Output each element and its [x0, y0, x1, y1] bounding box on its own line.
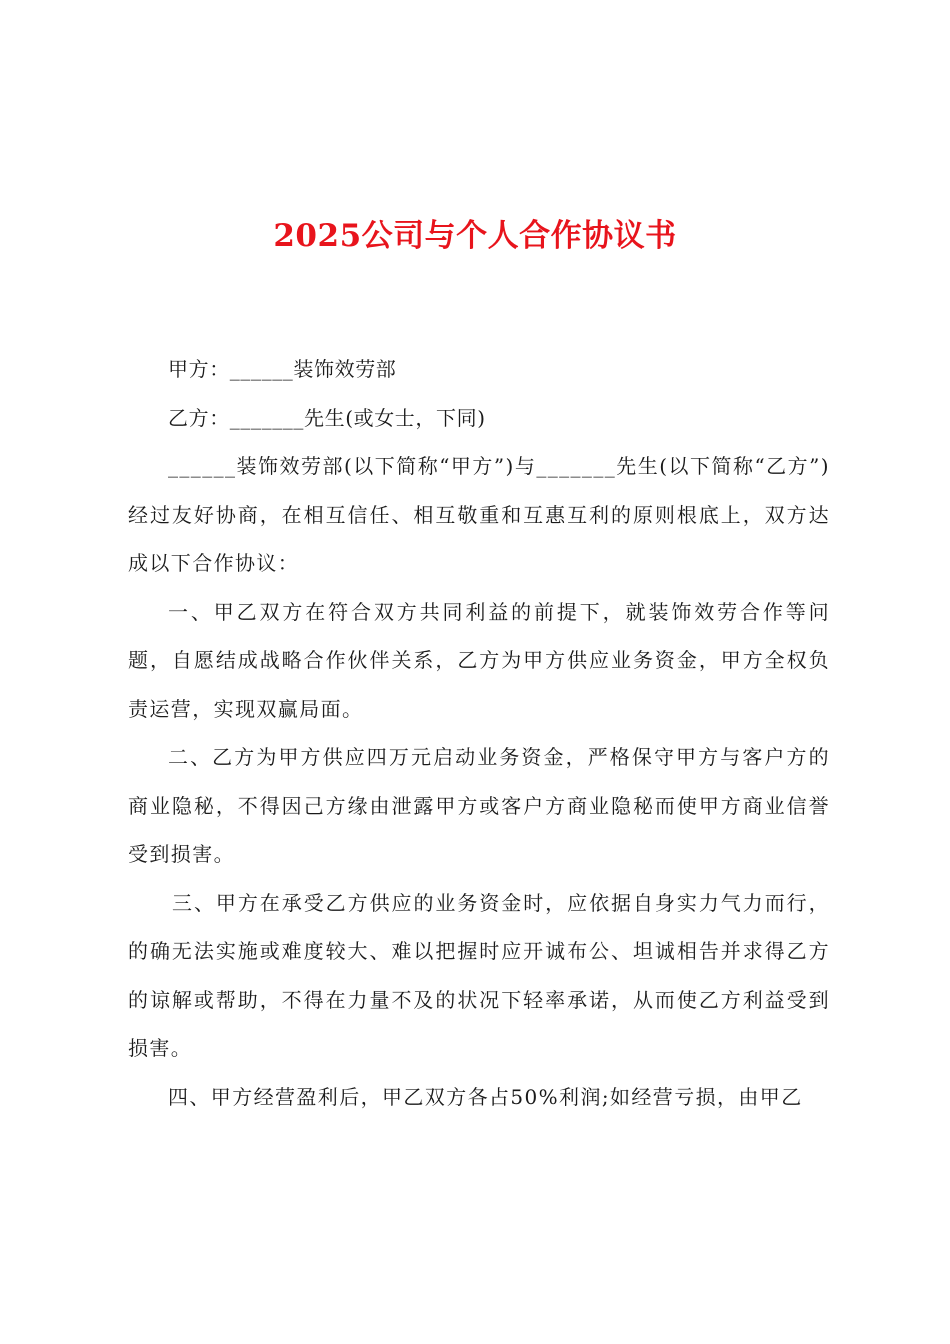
clause-2-paragraph: 二、乙方为甲方供应四万元启动业务资金，严格保守甲方与客户方的商业隐秘，不得因己方缘由泄露甲方或客户方商业隐秘而使甲方商业信誉受到损害。: [128, 745, 830, 866]
document-title: 2025公司与个人合作协议书: [273, 218, 677, 254]
clause-3-paragraph: 三、甲方在承受乙方供应的业务资金时，应依据自身实力气力而行，的确无法实施或难度较大、难以把握时应开诚布公、坦诚相告并求得乙方的谅解或帮助，不得在力量不及的状况下轻率承诺，从而使乙方利益受到损害。: [128, 890, 830, 1060]
document-body: [128, 345, 830, 1121]
intro-paragraph: ______装饰效劳部(以下简称“甲方”)与_______先生(以下简称“乙方”)经过友好协商，在相互信任、相互敬重和互惠互利的原则根底上，双方达成以下合作协议：: [128, 454, 830, 575]
party-b-line: 乙方：_______先生(或女士，下同): [168, 405, 486, 430]
party-a-line: 甲方：______装饰效劳部: [168, 357, 397, 381]
clause-1-paragraph: 一、甲乙双方在符合双方共同利益的前提下，就装饰效劳合作等问题，自愿结成战略合作伙伴关系，乙方为甲方供应业务资金，甲方全权负责运营，实现双赢局面。: [128, 599, 830, 721]
clause-4-paragraph: 四、甲方经营盈利后，甲乙双方各占50%利润;如经营亏损，由甲乙: [168, 1084, 803, 1109]
